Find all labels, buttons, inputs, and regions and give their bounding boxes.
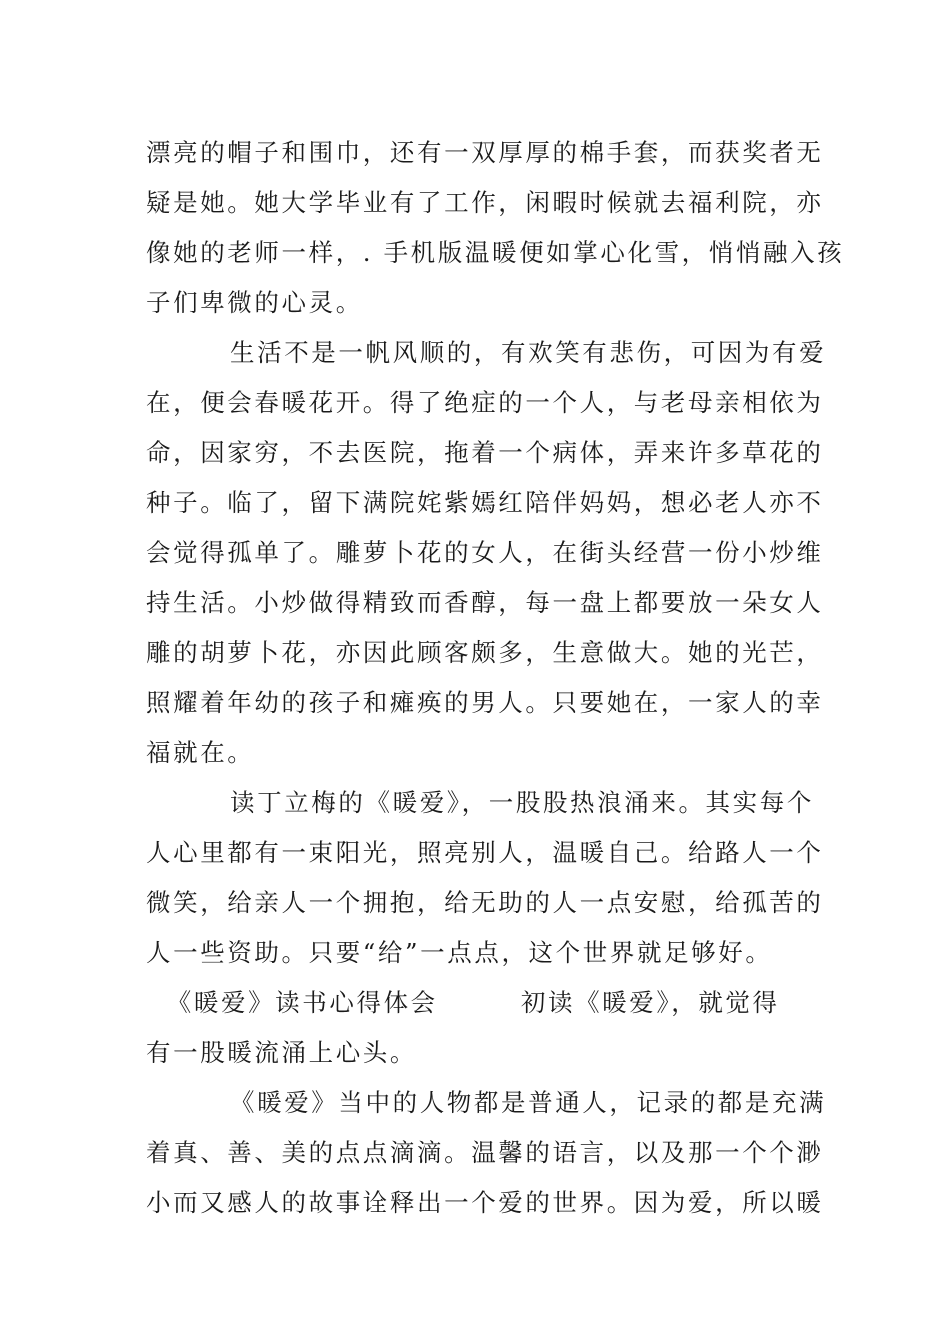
text-line: 《暖爱》当中的人物都是普通人，记录的都是充满 [230,1088,827,1117]
text-line: 生活不是一帆风顺的，有欢笑有悲伤，可因为有爱 [230,338,827,367]
text-line: 微笑，给亲人一个拥抱，给无助的人一点安慰，给孤苦的 [146,888,824,917]
text-line: 持生活。小炒做得精致而香醇，每一盘上都要放一朵女人 [146,588,824,617]
paragraph-5 [146,1078,827,1228]
text-line: 着真、善、美的点点滴滴。温馨的语言，以及那一个个渺 [146,1138,824,1167]
paragraph-1 [146,128,845,328]
paragraph-4 [146,978,806,1078]
text-line: 命，因家穷，不去医院，拖着一个病体，弄来许多草花的 [146,438,824,467]
paragraph-3 [146,778,824,978]
text-line: 在，便会春暖花开。得了绝症的一个人，与老母亲相依为 [146,388,824,417]
text-line: 福就在。 [146,738,255,767]
text-line: 种子。临了，留下满院姹紫嫣红陪伴妈妈，想必老人亦不 [146,488,824,517]
text-line: 漂亮的帽子和围巾，还有一双厚厚的棉手套，而获奖者无 [146,138,824,167]
text-line: 子们卑微的心灵。 [146,288,363,317]
text-line: 读丁立梅的《暖爱》，一股股热浪涌来。其实每个 [230,788,814,817]
text-line: 会觉得孤单了。雕萝卜花的女人，在街头经营一份小炒维 [146,538,824,567]
text-line: 小而又感人的故事诠释出一个爱的世界。因为爱，所以暖 [146,1188,824,1217]
text-line: 有一股暖流涌上心头。 [146,1038,417,1067]
text-line: 《暖爱》读书心得体会 初读《暖爱》，就觉得 [146,988,780,1017]
document-body [146,128,845,1228]
text-line: 人心里都有一束阳光，照亮别人，温暖自己。给路人一个 [146,838,824,867]
paragraph-2 [146,328,827,778]
text-line: 人一些资助。只要“给”一点点，这个世界就足够好。 [146,938,773,967]
text-line: 雕的胡萝卜花，亦因此顾客颇多，生意做大。她的光芒， [146,638,824,667]
text-line: 疑是她。她大学毕业有了工作，闲暇时候就去福利院，亦 [146,188,824,217]
text-line: 照耀着年幼的孩子和瘫痪的男人。只要她在，一家人的幸 [146,688,824,717]
text-line: 像她的老师一样，. 手机版温暖便如掌心化雪，悄悄融入孩 [146,238,845,267]
